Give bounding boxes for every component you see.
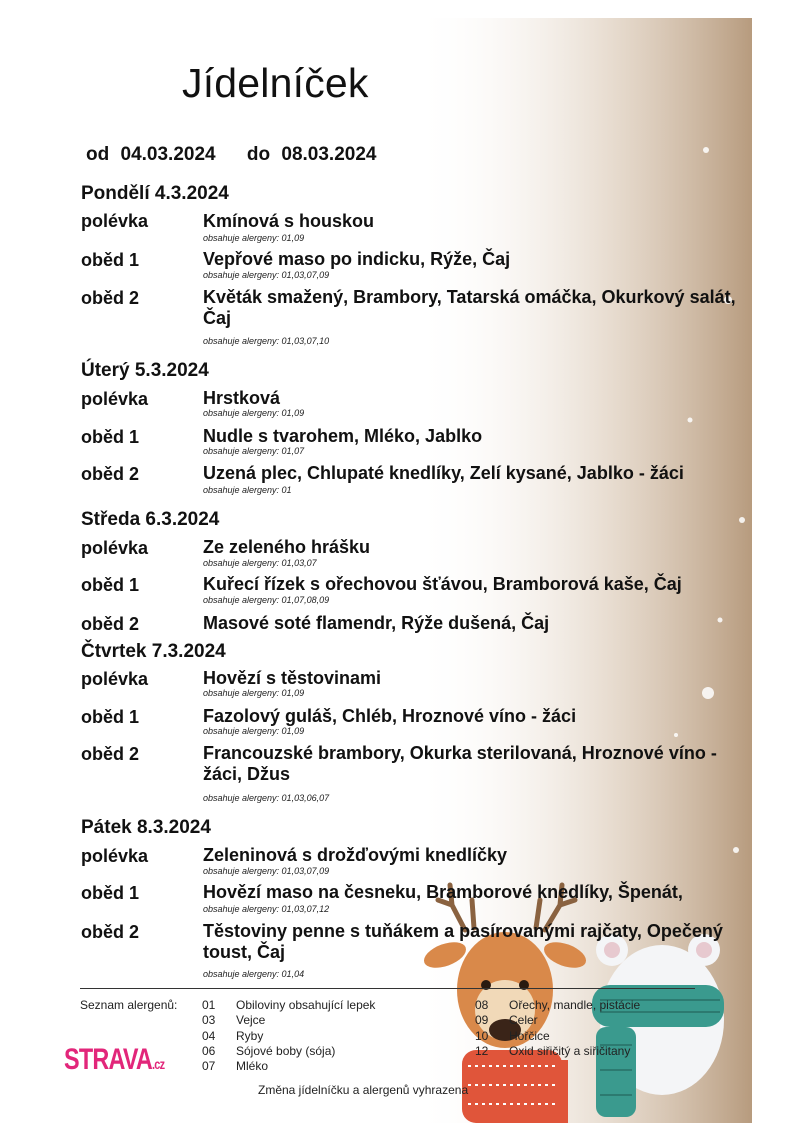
day-heading: Úterý 5.3.2024 [81, 360, 209, 381]
allergen-info: obsahuje alergeny: 01,09 [203, 688, 305, 698]
legend-code: 04 [202, 1029, 216, 1043]
day-heading: Středa 6.3.2024 [81, 509, 220, 530]
row-label: oběd 1 [81, 883, 140, 903]
strava-logo [64, 1043, 164, 1077]
allergen-info: obsahuje alergeny: 01,03,07,09 [203, 270, 330, 280]
from-label: od [86, 144, 110, 165]
to-date: 08.03.2024 [281, 144, 377, 165]
legend-name: Oxid siřičitý a siřičitany [509, 1044, 631, 1058]
day-heading: Pátek 8.3.2024 [81, 817, 211, 838]
row-label: oběd 2 [81, 744, 140, 764]
divider-line [80, 988, 695, 989]
row-label: oběd 1 [81, 707, 140, 727]
legend-code: 01 [202, 998, 216, 1012]
legend-code: 12 [475, 1044, 489, 1058]
allergen-info: obsahuje alergeny: 01,09 [203, 233, 305, 243]
dish: Kmínová s houskou [203, 211, 375, 231]
day-heading: Čtvrtek 7.3.2024 [81, 641, 226, 662]
dish: Zeleninová s drožďovými knedlíčky [203, 845, 508, 865]
allergen-info: obsahuje alergeny: 01 [203, 485, 292, 495]
dish: Kuřecí řízek s ořechovou šťávou, Bramborová kaše, Čaj [203, 574, 682, 594]
row-label: oběd 1 [81, 575, 140, 595]
allergen-info: obsahuje alergeny: 01,03,06,07 [203, 793, 330, 803]
dish: Nudle s tvarohem, Mléko, Jablko [203, 426, 483, 446]
row-label: oběd 2 [81, 922, 140, 942]
row-label: oběd 2 [81, 464, 140, 484]
legend-code: 07 [202, 1059, 216, 1073]
dish: Ze zeleného hrášku [203, 537, 371, 557]
logo-brand: STRAVA [64, 1043, 153, 1076]
row-label: oběd 1 [81, 250, 140, 270]
legend-code: 08 [475, 998, 489, 1012]
page-title: Jídelníček [182, 60, 369, 106]
dish: Fazolový guláš, Chléb, Hroznové víno - žáci [203, 706, 577, 726]
allergen-info: obsahuje alergeny: 01,03,07,10 [203, 336, 330, 346]
dish: Uzená plec, Chlupaté knedlíky, Zelí kysané, Jablko - žáci [203, 463, 684, 483]
dish: Vepřové maso po indicku, Rýže, Čaj [203, 249, 511, 269]
row-label: polévka [81, 846, 149, 866]
dish: Těstoviny penne s tuňákem a pasírovanými rajčaty, Opečený toust, Čaj [203, 921, 723, 962]
row-label: oběd 2 [81, 614, 140, 634]
allergen-info: obsahuje alergeny: 01,07 [203, 446, 305, 456]
legend-name: Hořčice [509, 1029, 550, 1043]
allergen-info: obsahuje alergeny: 01,03,07,12 [203, 904, 330, 914]
dish: Hovězí maso na česneku, Bramborové knedlíky, Špenát, [203, 882, 683, 902]
to-label: do [246, 144, 271, 165]
legend-name: Obiloviny obsahující lepek [236, 998, 376, 1012]
dish: Francouzské brambory, Okurka sterilovaná, Hroznové víno - žáci, Džus [203, 743, 717, 784]
dish: Květák smažený, Brambory, Tatarská omáčka, Okurkový salát, Čaj [203, 287, 736, 328]
legend-code: 06 [202, 1044, 216, 1058]
dish: Masové soté flamendr, Rýže dušená, Čaj [203, 613, 550, 633]
row-label: polévka [81, 389, 149, 409]
logo-tld: .cz [152, 1056, 165, 1072]
footer-note: Změna jídelníčku a alergenů vyhrazena [258, 1083, 469, 1097]
from-date: 04.03.2024 [120, 144, 216, 165]
row-label: oběd 2 [81, 288, 140, 308]
date-range [86, 144, 376, 166]
allergen-info: obsahuje alergeny: 01,09 [203, 408, 305, 418]
row-label: polévka [81, 538, 149, 558]
legend-name: Celer [509, 1013, 538, 1027]
allergen-info: obsahuje alergeny: 01,03,07 [203, 558, 317, 568]
dish: Hovězí s těstovinami [203, 668, 382, 688]
legend-name: Ryby [236, 1029, 264, 1043]
legend-code: 03 [202, 1013, 216, 1027]
row-label: polévka [81, 211, 149, 231]
allergen-info: obsahuje alergeny: 01,04 [203, 969, 305, 979]
legend-name: Sójové boby (sója) [236, 1044, 336, 1058]
legend-code: 09 [475, 1013, 489, 1027]
allergen-info: obsahuje alergeny: 01,09 [203, 726, 305, 736]
legend-name: Ořechy, mandle, pistácie [509, 998, 641, 1012]
legend-name: Mléko [236, 1059, 269, 1073]
day-heading: Pondělí 4.3.2024 [81, 183, 229, 204]
row-label: oběd 1 [81, 427, 140, 447]
allergen-info: obsahuje alergeny: 01,07,08,09 [203, 595, 330, 605]
dish: Hrstková [203, 388, 281, 408]
row-label: polévka [81, 669, 149, 689]
legend-name: Vejce [236, 1013, 266, 1027]
allergen-info: obsahuje alergeny: 01,03,07,09 [203, 866, 330, 876]
allergen-legend-title: Seznam alergenů: [80, 998, 178, 1012]
legend-code: 10 [475, 1029, 489, 1043]
